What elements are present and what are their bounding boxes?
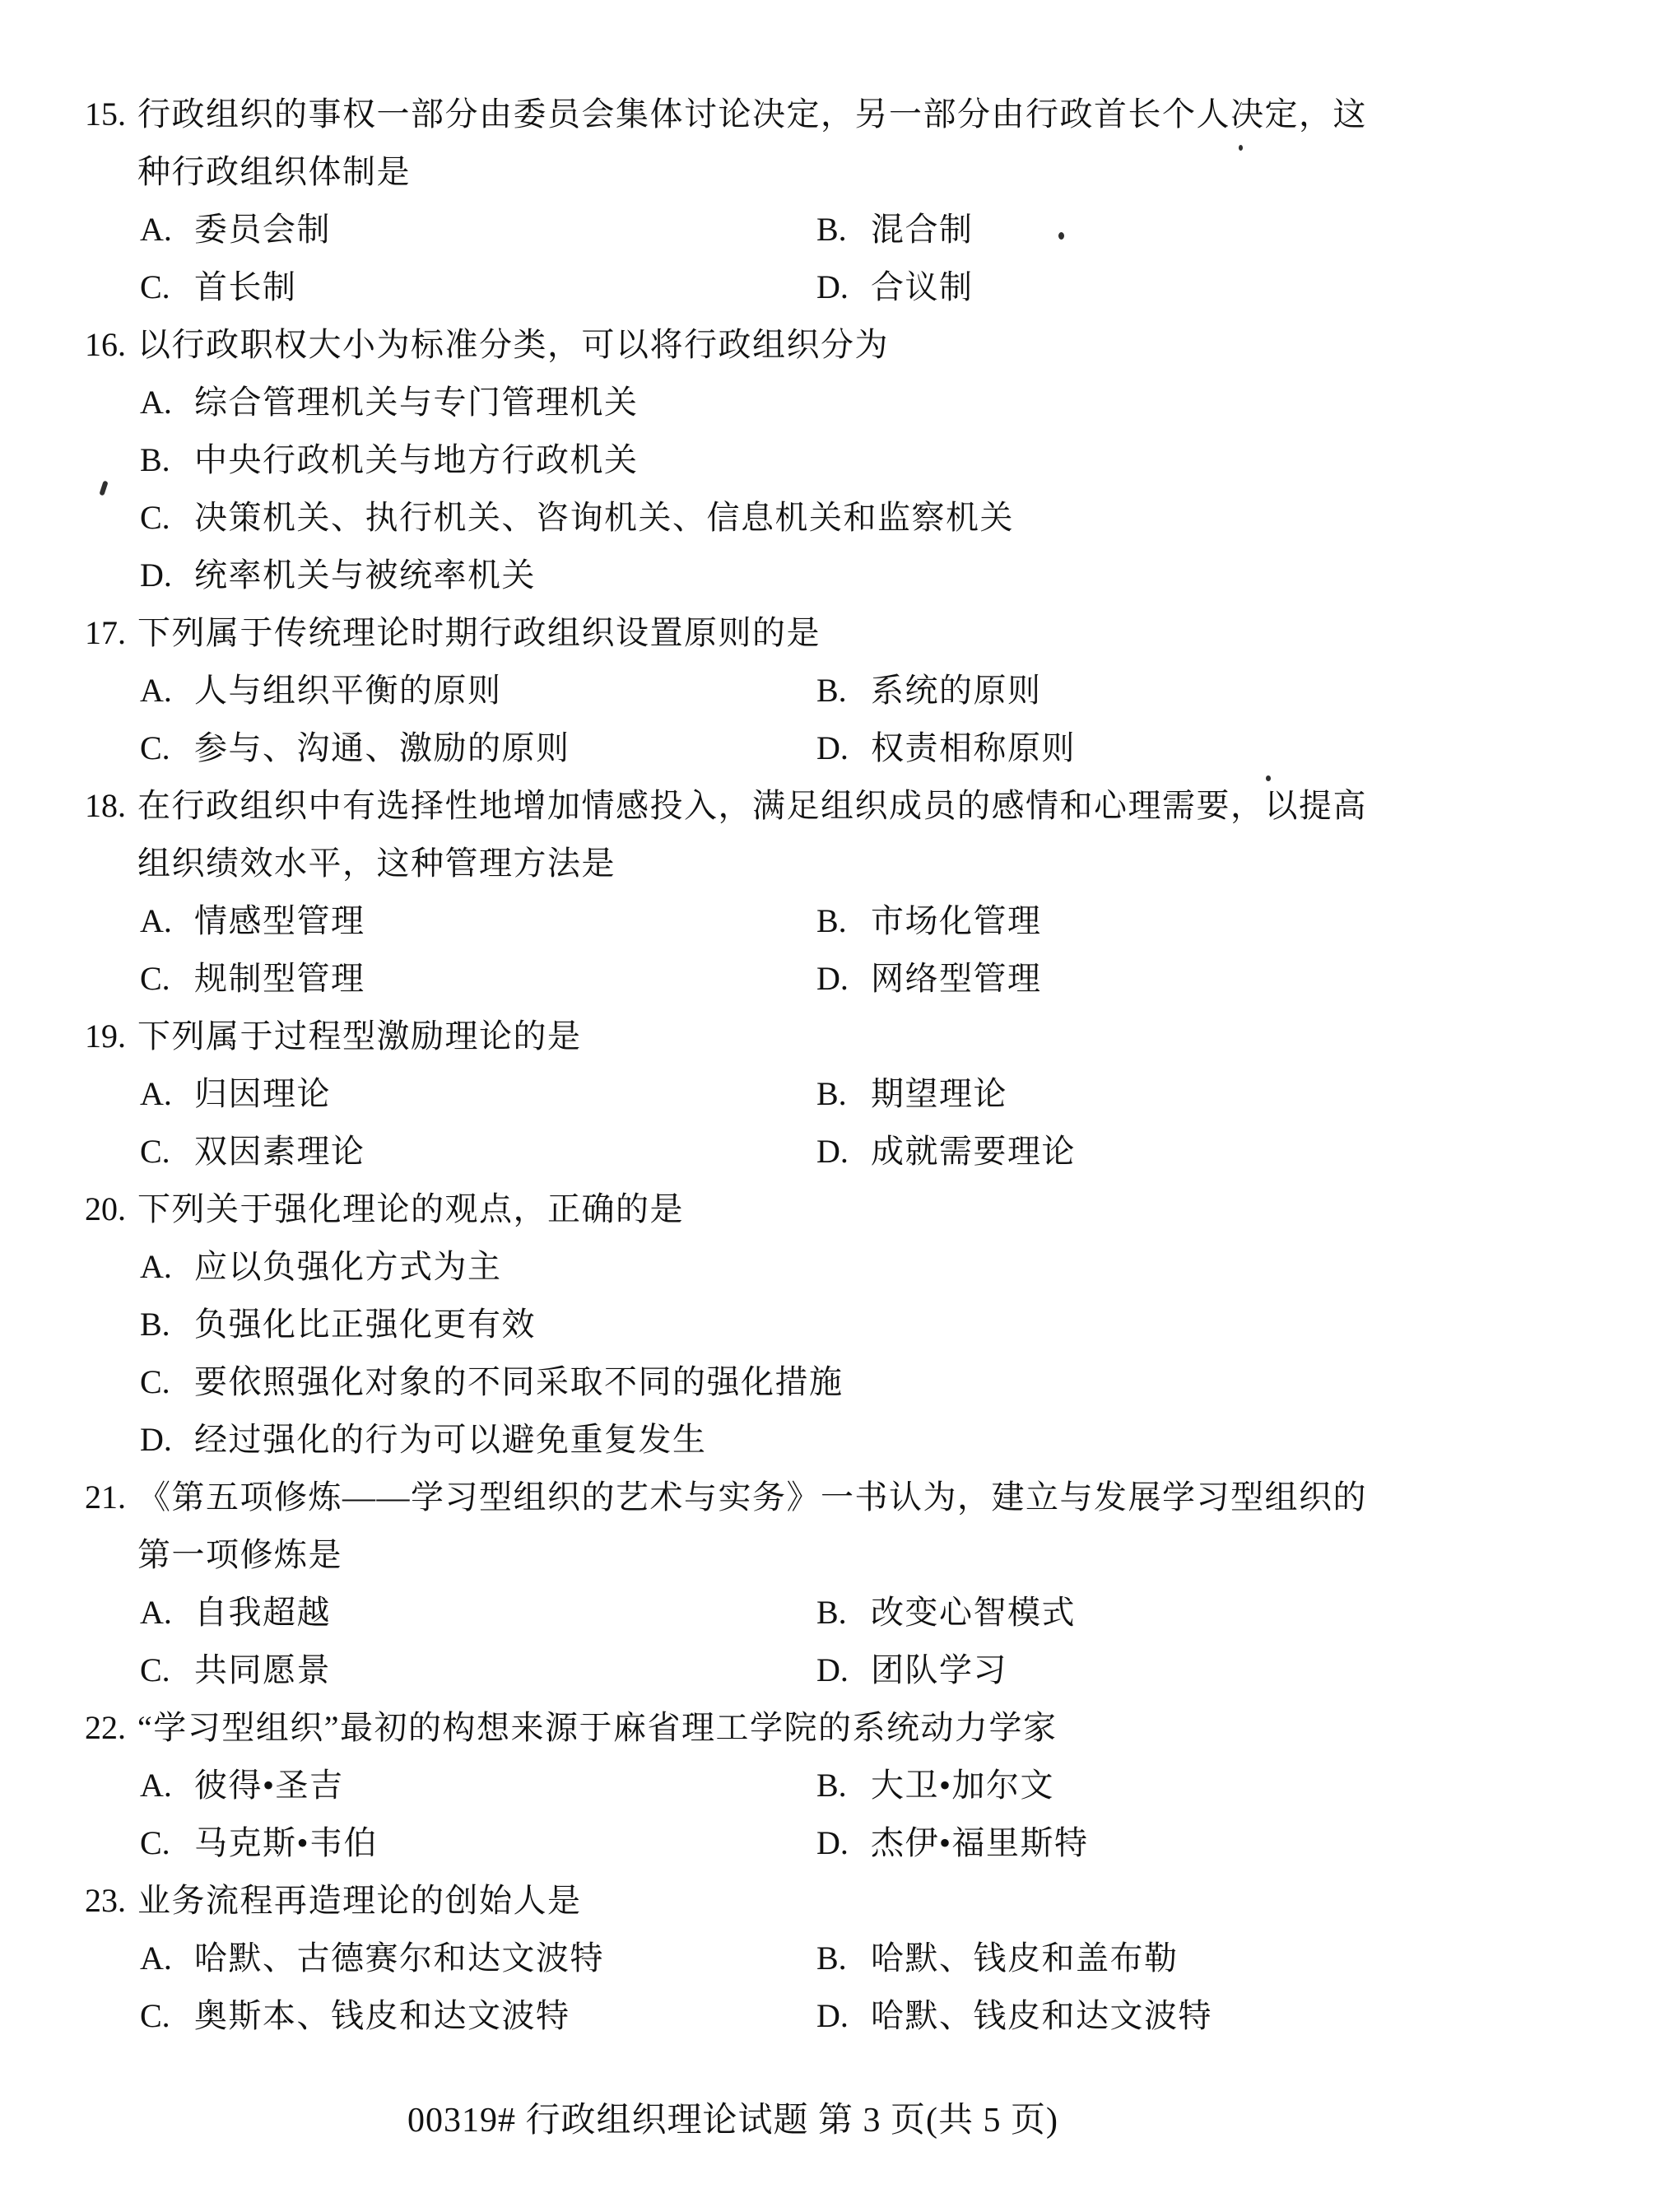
option-label: C. bbox=[140, 960, 170, 997]
question-17-option-c bbox=[140, 719, 816, 777]
option-text: 情感型管理 bbox=[194, 902, 365, 939]
page-footer: 00319# 行政组织理论试题 第 3 页(共 5 页) bbox=[407, 2102, 1058, 2140]
option-label: A. bbox=[140, 1940, 172, 1977]
question-20-stem-line-1 bbox=[0, 1181, 1679, 1238]
option-text: 委员会制 bbox=[194, 211, 331, 248]
option-label: D. bbox=[816, 960, 849, 997]
option-label: C. bbox=[140, 1133, 170, 1170]
option-label: B. bbox=[816, 902, 847, 939]
option-text: 奥斯本、钱皮和达文波特 bbox=[194, 1997, 570, 2034]
option-label: A. bbox=[140, 1248, 172, 1285]
question-16-option-row-c bbox=[0, 489, 1679, 547]
question-19-options-row-2 bbox=[0, 1123, 1679, 1181]
option-label: A. bbox=[140, 1075, 172, 1112]
option-label: B. bbox=[140, 441, 170, 478]
option-text: 哈默、钱皮和盖布勒 bbox=[871, 1940, 1179, 1977]
question-16-option-b bbox=[140, 431, 639, 489]
option-label: C. bbox=[140, 1824, 170, 1861]
question-16-option-d bbox=[140, 547, 536, 604]
question-15-options-row-2 bbox=[0, 258, 1679, 316]
question-18-options-row-1 bbox=[0, 892, 1679, 950]
question-22-stem-line-1 bbox=[0, 1699, 1679, 1757]
option-text: 应以负强化方式为主 bbox=[194, 1248, 502, 1285]
scan-artifact-dot bbox=[1266, 775, 1271, 781]
option-text: 综合管理机关与专门管理机关 bbox=[194, 384, 639, 421]
option-label: D. bbox=[816, 1133, 849, 1170]
question-19-number: 19. bbox=[85, 1018, 126, 1055]
option-text: 市场化管理 bbox=[871, 902, 1042, 939]
question-20-option-b bbox=[140, 1296, 536, 1353]
question-15-stem-text: 行政组织的事权一部分由委员会集体讨论决定，另一部分由行政首长个人决定，这 bbox=[137, 95, 1367, 133]
option-text: 哈默、古德赛尔和达文波特 bbox=[194, 1940, 604, 1977]
option-label: B. bbox=[140, 1306, 170, 1343]
option-text: 杰伊•福里斯特 bbox=[871, 1824, 1089, 1861]
question-22-option-a bbox=[140, 1757, 816, 1814]
option-label: D. bbox=[816, 1997, 849, 2034]
option-text: 彼得•圣吉 bbox=[194, 1767, 344, 1804]
question-16-option-row-d bbox=[0, 547, 1679, 604]
option-label: B. bbox=[816, 1594, 847, 1631]
option-text: 成就需要理论 bbox=[871, 1133, 1076, 1170]
question-17-options-row-1 bbox=[0, 662, 1679, 719]
question-15-number: 15. bbox=[85, 95, 126, 133]
option-label: D. bbox=[816, 1651, 849, 1688]
option-text: 团队学习 bbox=[871, 1651, 1007, 1688]
question-17-stem-line-1 bbox=[0, 604, 1679, 662]
option-text: 改变心智模式 bbox=[871, 1594, 1076, 1631]
question-23-options-row-2 bbox=[0, 1987, 1679, 2045]
question-19-stem-line-1 bbox=[0, 1008, 1679, 1065]
question-22-stem-text: “学习型组织”最初的构想来源于麻省理工学院的系统动力学家 bbox=[137, 1709, 1058, 1746]
question-22-options-row-2 bbox=[0, 1814, 1679, 1872]
option-label: A. bbox=[140, 1594, 172, 1631]
option-label: C. bbox=[140, 1651, 170, 1688]
question-16-option-c bbox=[140, 489, 1014, 547]
question-16-stem-text: 以行政职权大小为标准分类，可以将行政组织分为 bbox=[137, 326, 889, 363]
question-16-number: 16. bbox=[85, 326, 126, 363]
option-text: 首长制 bbox=[194, 268, 297, 305]
question-20-option-d bbox=[140, 1411, 707, 1469]
option-text: 权责相称原则 bbox=[871, 729, 1076, 766]
question-22-option-d bbox=[816, 1814, 1089, 1872]
option-text: 负强化比正强化更有效 bbox=[194, 1306, 536, 1343]
question-21-number: 21. bbox=[85, 1479, 126, 1516]
option-text: 哈默、钱皮和达文波特 bbox=[871, 1997, 1212, 2034]
question-21-option-c bbox=[140, 1642, 816, 1699]
question-20-option-row-d bbox=[0, 1411, 1679, 1469]
option-text: 经过强化的行为可以避免重复发生 bbox=[194, 1421, 707, 1458]
option-text: 大卫•加尔文 bbox=[871, 1767, 1055, 1804]
option-label: B. bbox=[816, 1767, 847, 1804]
question-17-number: 17. bbox=[85, 614, 126, 651]
question-20-option-row-c bbox=[0, 1353, 1679, 1411]
question-16-option-row-b bbox=[0, 431, 1679, 489]
option-label: D. bbox=[140, 1421, 172, 1458]
question-19-option-d bbox=[816, 1123, 1076, 1181]
option-label: C. bbox=[140, 729, 170, 766]
question-22-option-b bbox=[816, 1757, 1054, 1814]
option-text: 中央行政机关与地方行政机关 bbox=[194, 441, 639, 478]
question-15-stem-line-1 bbox=[0, 86, 1679, 143]
question-23-option-d bbox=[816, 1987, 1212, 2045]
question-21-option-d bbox=[816, 1642, 1007, 1699]
question-23-option-b bbox=[816, 1930, 1179, 1987]
question-15-stem-line-2: 种行政组织体制是 bbox=[137, 153, 411, 190]
question-20-stem-text: 下列关于强化理论的观点，正确的是 bbox=[137, 1190, 684, 1227]
question-16-option-row-a bbox=[0, 374, 1679, 431]
option-text: 网络型管理 bbox=[871, 960, 1042, 997]
question-19-option-a bbox=[140, 1065, 816, 1123]
option-label: A. bbox=[140, 1767, 172, 1804]
question-19-option-c bbox=[140, 1123, 816, 1181]
option-text: 人与组织平衡的原则 bbox=[194, 672, 502, 709]
question-22-option-c bbox=[140, 1814, 816, 1872]
option-label: A. bbox=[140, 672, 172, 709]
question-15-option-b bbox=[816, 201, 974, 258]
option-label: C. bbox=[140, 268, 170, 305]
question-23-stem-text: 业务流程再造理论的创始人是 bbox=[137, 1882, 582, 1919]
question-20-option-c bbox=[140, 1353, 844, 1411]
question-list bbox=[0, 86, 1679, 2045]
question-18-stem-text: 在行政组织中有选择性地增加情感投入，满足组织成员的感情和心理需要，以提高 bbox=[137, 787, 1367, 824]
question-20-option-a bbox=[140, 1238, 502, 1296]
option-label: B. bbox=[816, 672, 847, 709]
option-label: C. bbox=[140, 1363, 170, 1400]
option-text: 双因素理论 bbox=[194, 1133, 365, 1170]
question-17-option-d bbox=[816, 719, 1076, 777]
question-22-options-row-1 bbox=[0, 1757, 1679, 1814]
option-text: 统率机关与被统率机关 bbox=[194, 556, 536, 594]
question-18-option-d bbox=[816, 950, 1042, 1008]
option-label: A. bbox=[140, 384, 172, 421]
option-text: 决策机关、执行机关、咨询机关、信息机关和监察机关 bbox=[194, 499, 1014, 536]
question-21-options-row-2 bbox=[0, 1642, 1679, 1699]
question-18-stem-line-1 bbox=[0, 777, 1679, 835]
question-15-option-d bbox=[816, 258, 974, 316]
option-label: C. bbox=[140, 499, 170, 536]
question-17-option-a bbox=[140, 662, 816, 719]
option-label: A. bbox=[140, 211, 172, 248]
option-text: 共同愿景 bbox=[194, 1651, 331, 1688]
question-17-options-row-2 bbox=[0, 719, 1679, 777]
question-20-option-row-b bbox=[0, 1296, 1679, 1353]
question-18-stem-line-2: 组织绩效水平，这种管理方法是 bbox=[137, 845, 616, 882]
question-17-stem-text: 下列属于传统理论时期行政组织设置原则的是 bbox=[137, 614, 821, 651]
question-19-stem-text: 下列属于过程型激励理论的是 bbox=[137, 1018, 582, 1055]
question-19-options-row-1 bbox=[0, 1065, 1679, 1123]
question-19-option-b bbox=[816, 1065, 1007, 1123]
option-text: 自我超越 bbox=[194, 1594, 331, 1631]
option-text: 合议制 bbox=[871, 268, 974, 305]
question-18-options-row-2 bbox=[0, 950, 1679, 1008]
option-label: D. bbox=[816, 1824, 849, 1861]
option-text: 要依照强化对象的不同采取不同的强化措施 bbox=[194, 1363, 844, 1400]
option-label: B. bbox=[816, 1940, 847, 1977]
question-23-number: 23. bbox=[85, 1882, 126, 1919]
question-22-number: 22. bbox=[85, 1709, 126, 1746]
question-16-stem-line-1 bbox=[0, 316, 1679, 374]
option-label: B. bbox=[816, 211, 847, 248]
question-23-options-row-1 bbox=[0, 1930, 1679, 1987]
question-21-options-row-1 bbox=[0, 1584, 1679, 1642]
option-label: A. bbox=[140, 902, 172, 939]
question-16-option-a bbox=[140, 374, 639, 431]
scan-artifact-dot bbox=[1239, 145, 1243, 151]
scan-artifact-dot bbox=[1058, 232, 1064, 240]
question-15-option-c bbox=[140, 258, 816, 316]
option-text: 期望理论 bbox=[871, 1075, 1007, 1112]
question-21-option-a bbox=[140, 1584, 816, 1642]
question-17-option-b bbox=[816, 662, 1042, 719]
question-23-option-a bbox=[140, 1930, 816, 1987]
question-15-option-a bbox=[140, 201, 816, 258]
question-20-option-row-a bbox=[0, 1238, 1679, 1296]
question-18-option-c bbox=[140, 950, 816, 1008]
question-23-stem-line-1 bbox=[0, 1872, 1679, 1930]
question-18-option-b bbox=[816, 892, 1042, 950]
question-20-number: 20. bbox=[85, 1190, 126, 1227]
question-15-options-row-1 bbox=[0, 201, 1679, 258]
option-label: D. bbox=[140, 556, 172, 594]
question-21-option-b bbox=[816, 1584, 1076, 1642]
option-text: 规制型管理 bbox=[194, 960, 365, 997]
question-18-option-a bbox=[140, 892, 816, 950]
option-text: 混合制 bbox=[871, 211, 974, 248]
option-label: C. bbox=[140, 1997, 170, 2034]
option-text: 参与、沟通、激励的原则 bbox=[194, 729, 570, 766]
question-23-option-c bbox=[140, 1987, 816, 2045]
question-21-stem-text: 《第五项修炼——学习型组织的艺术与实务》一书认为，建立与发展学习型组织的 bbox=[137, 1479, 1367, 1516]
question-21-stem-line-2: 第一项修炼是 bbox=[137, 1536, 342, 1573]
option-label: D. bbox=[816, 729, 849, 766]
option-text: 马克斯•韦伯 bbox=[194, 1824, 379, 1861]
option-label: D. bbox=[816, 268, 849, 305]
option-label: B. bbox=[816, 1075, 847, 1112]
option-text: 归因理论 bbox=[194, 1075, 331, 1112]
question-21-stem-line-1 bbox=[0, 1469, 1679, 1526]
question-18-number: 18. bbox=[85, 787, 126, 824]
option-text: 系统的原则 bbox=[871, 672, 1042, 709]
